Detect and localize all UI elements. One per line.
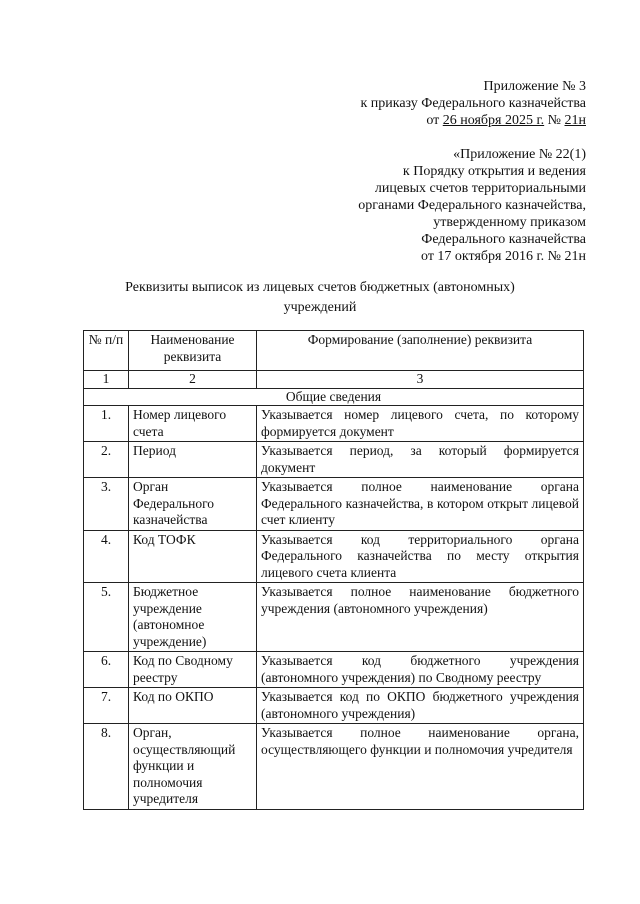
row-name: Код по Сводному реестру [129, 652, 257, 688]
appendix22-line: утвержденному приказом [433, 215, 586, 230]
row-name: Код по ОКПО [129, 688, 257, 724]
table-row [84, 688, 584, 724]
row-desc: Указывается код бюджетного учреждения (автономного учреждения) по Сводному реестру [257, 652, 584, 688]
appendix22-line: органами Федерального казначейства, [358, 198, 586, 213]
appendix22-line: «Приложение № 22(1) [453, 147, 586, 162]
appendix22-line: Федерального казначейства [421, 232, 586, 247]
column-number: 2 [129, 371, 257, 389]
table-row [84, 478, 584, 531]
appendix-line1: Приложение № 3 [483, 79, 586, 94]
table-row [84, 724, 584, 810]
column-number: 1 [84, 371, 129, 389]
appendix22-line: к Порядку открытия и ведения [402, 164, 586, 179]
column-number: 3 [257, 371, 584, 389]
row-name: Орган, осуществляющий функции и полномочия учредителя [129, 724, 257, 810]
row-num: 3. [84, 478, 129, 531]
row-num: 6. [84, 652, 129, 688]
row-name: Код ТОФК [129, 530, 257, 583]
row-desc: Указывается полное наименование бюджетного учреждения (автономного учреждения) [257, 583, 584, 652]
requisites-table [83, 330, 584, 810]
appendix-line2: к приказу Федерального казначейства [360, 96, 586, 111]
row-num: 4. [84, 530, 129, 583]
appendix-line3 [360, 112, 586, 129]
table-row [84, 652, 584, 688]
appendix22-line: лицевых счетов территориальными [374, 181, 586, 196]
section-row [84, 388, 584, 406]
title-line1: Реквизиты выписок из лицевых счетов бюджетных (автономных) [125, 280, 515, 295]
row-name: Номер лицевого счета [129, 406, 257, 442]
row-name: Бюджетное учреждение (автономное учреждение) [129, 583, 257, 652]
table-row [84, 583, 584, 652]
document-title [90, 278, 550, 318]
row-desc: Указывается полное наименование органа, осуществляющего функции и полномочия учредителя [257, 724, 584, 810]
appendix-date-prefix: от [426, 113, 443, 128]
appendix-date: 26 ноября 2025 г. [442, 113, 545, 128]
table-header-row [84, 331, 584, 371]
table-row [84, 406, 584, 442]
header-formation: Формирование (заполнение) реквизита [257, 331, 584, 371]
appendix-number: 21н [564, 113, 586, 128]
column-numbers-row [84, 371, 584, 389]
row-desc: Указывается номер лицевого счета, по которому формируется документ [257, 406, 584, 442]
appendix-header [360, 78, 586, 129]
row-name: Период [129, 442, 257, 478]
row-name: Орган Федерального казначейства [129, 478, 257, 531]
row-num: 8. [84, 724, 129, 810]
row-desc: Указывается полное наименование органа Федерального казначейства, в котором открыт лицевой счет клиенту [257, 478, 584, 531]
row-num: 1. [84, 406, 129, 442]
header-name: Наименование реквизита [129, 331, 257, 371]
row-num: 7. [84, 688, 129, 724]
section-title: Общие сведения [84, 388, 584, 406]
row-desc: Указывается код территориального органа Федерального казначейства по месту открытия лицевого счета клиента [257, 530, 584, 583]
appendix22-line: от 17 октября 2016 г. № 21н [421, 249, 586, 264]
header-num: № п/п [84, 331, 129, 371]
table-row [84, 442, 584, 478]
row-num: 2. [84, 442, 129, 478]
row-num: 5. [84, 583, 129, 652]
title-line2: учреждений [283, 300, 357, 315]
table-row [84, 530, 584, 583]
appendix22-header [358, 146, 586, 265]
row-desc: Указывается код по ОКПО бюджетного учреждения (автономного учреждения) [257, 688, 584, 724]
appendix-number-sep: № [544, 113, 565, 128]
row-desc: Указывается период, за который формируется документ [257, 442, 584, 478]
